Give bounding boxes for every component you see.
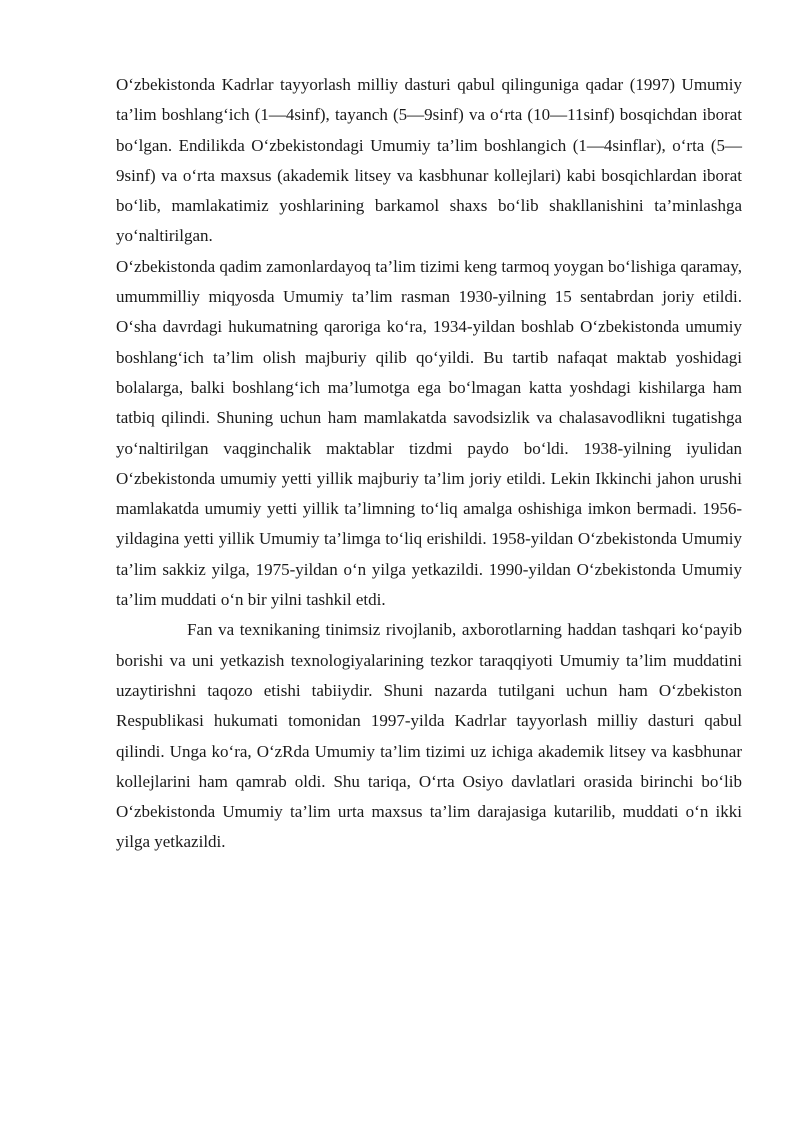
document-page xyxy=(116,70,742,858)
paragraph-1: O‘zbekistonda Kadrlar tayyorlash milliy dasturi qabul qilinguniga qadar (1997) Umumiy ta’lim boshlang‘ich (1—4sinf), tayanch (5—9sinf) va o‘rta (10—11sinf) bosqichdan iborat bo‘lgan. Endilikda O‘zbekistondagi Umumiy ta’lim boshlangich (1—4sinflar), o‘rta (5—9sinf) va o‘rta maxsus (akademik litsey va kasbhunar kollejlari) kabi bosqichlardan iborat bo‘lib, mamlakatimiz yoshlarining barkamol shaxs bo‘lib shakllanishini ta’minlashga yo‘naltirilgan. xyxy=(116,75,742,246)
paragraph-2: O‘zbekistonda qadim zamonlardayoq ta’lim tizimi keng tarmoq yoygan bo‘lishiga qaramay, umummilliy miqyosda Umumiy ta’lim rasman 1930-yilning 15 sentabrdan joriy etildi. O‘sha davrdagi hukumatning qaroriga ko‘ra, 1934-yildan boshlab O‘zbekistonda umumiy boshlang‘ich ta’lim olish majburiy qilib qo‘yildi. Bu tartib nafaqat maktab yoshidagi bolalarga, balki boshlang‘ich ma’lumotga ega bo‘lmagan katta yoshdagi kishilarga ham tatbiq qilindi. Shuning uchun ham mamlakatda savodsizlik va chalasavodlikni tugatishga yo‘naltirilgan vaqginchalik maktablar tizdmi paydo bo‘ldi. 1938-yilning iyulidan O‘zbekistonda umumiy yetti yillik majburiy ta’lim joriy etildi. Lekin Ikkinchi jahon urushi mamlakatda umumiy yetti yillik ta’limning to‘liq amalga oshishiga imkon bermadi. 1956-yildagina yetti yillik Umumiy ta’limga to‘liq erishildi. 1958-yildan O‘zbekistonda Umumiy ta’lim sakkiz yilga, 1975-yildan o‘n yilga yetkazildi. 1990-yildan O‘zbekistonda Umumiy ta’lim muddati o‘n bir yilni tashkil etdi. xyxy=(116,256,742,610)
paragraph-3: Fan va texnikaning tinimsiz rivojlanib, axborotlarning haddan tashqari ko‘payib borishi va uni yetkazish texnologiyalarining tezkor taraqqiyoti Umumiy ta’lim muddatini uzaytirishni taqozo etishi tabiiydir. Shuni nazarda tutilgani uchun ham O‘zbekiston Respublikasi hukumati tomonidan 1997-yilda Kadrlar tayyorlash milliy dasturi qabul qilindi. Unga ko‘ra, O‘zRda Umumiy ta’lim tizimi uz ichiga akademik litsey va kasbhunar kollejlarini ham qamrab oldi. Shu tariqa, O‘rta Osiyo davlatlari orasida birinchi bo‘lib O‘zbekistonda Umumiy ta’lim urta maxsus ta’lim darajasiga kutarilib, muddati o‘n ikki yilga yetkazildi. xyxy=(116,620,742,852)
